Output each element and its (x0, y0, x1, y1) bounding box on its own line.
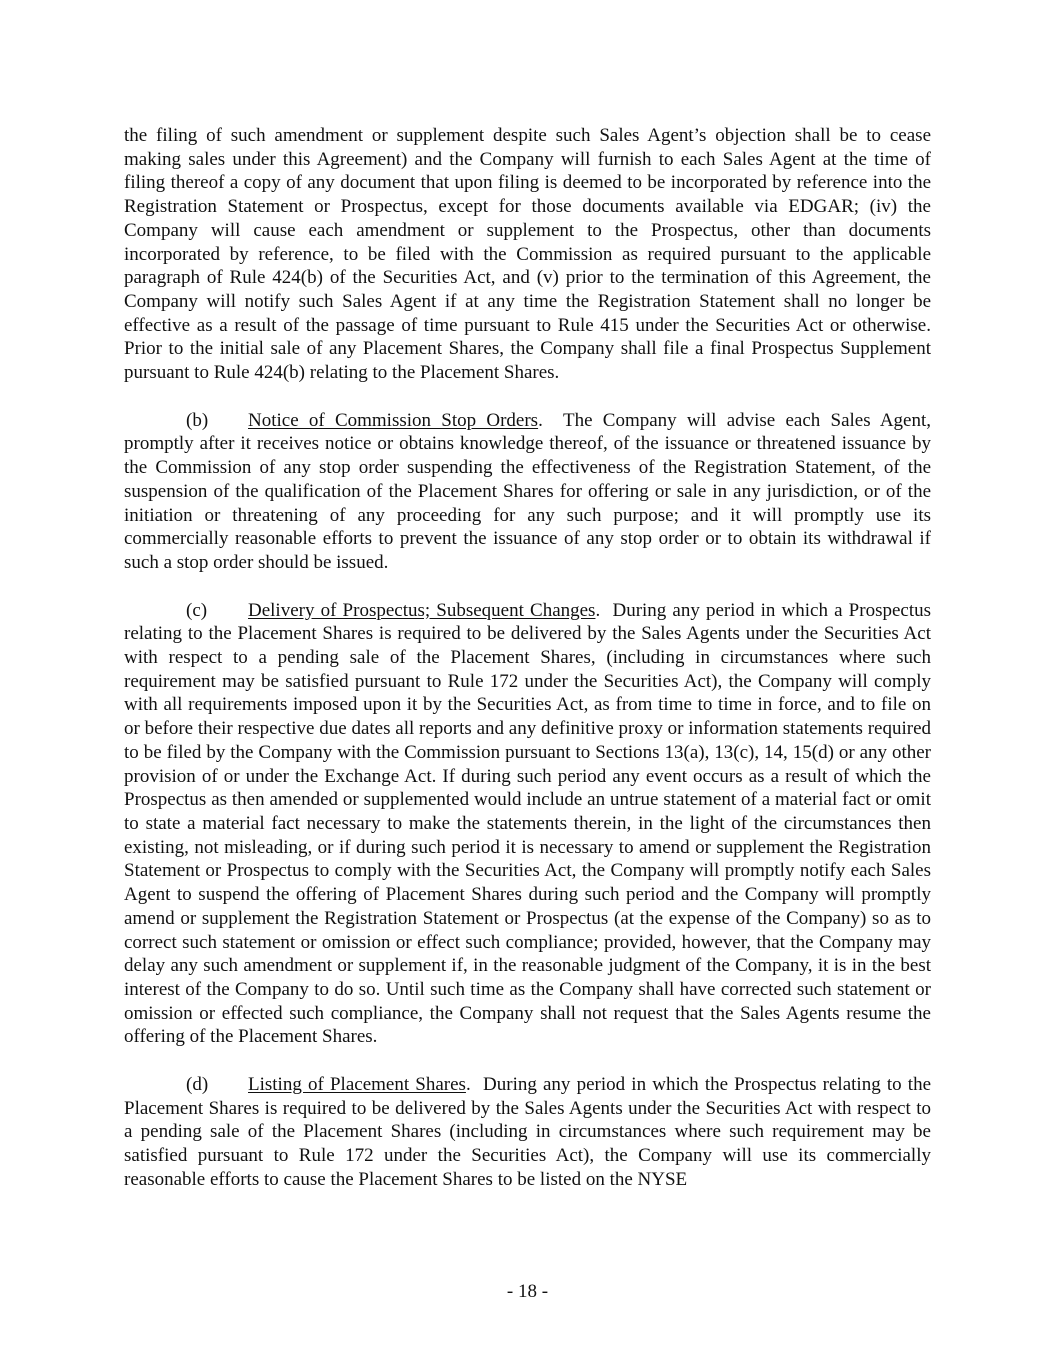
paragraph-body: During any period in which the Prospectus relating to the Placement Shares is required to be delivered by the Sales Agents under the Securities Act with respect to a pending sale of the Placement Shares (including in circumstances where such requirement may be satisfied pursuant to Rule 172 under the Securities Act), the Company will use its commercially reasonable efforts to cause the Placement Shares to be listed on the NYSE (124, 1074, 932, 1190)
paragraph-body: The Company will advise each Sales Agent, promptly after it receives notice or obtains knowledge thereof, of the issuance or threatened issuance by the Commission of any stop order suspending the effectiveness of the Registration Statement, of the suspension of the qualification of the Placement Shares for offering or sale in any jurisdiction, or of the initiation or threatening of any proceeding for any such purpose; and it will promptly use its commercially reasonable efforts to prevent the issuance of any stop order or to obtain its withdrawal if such a stop order should be issued. (124, 409, 931, 573)
paragraph-number: (b) (186, 409, 209, 431)
paragraph-heading: Notice of Commission Stop Orders (248, 409, 539, 431)
paragraph-c-delivery (124, 599, 931, 1049)
heading-punctuation: . (538, 409, 563, 431)
paragraph-heading: Listing of Placement Shares (248, 1074, 466, 1096)
paragraph-heading: Delivery of Prospectus; Subsequent Changes (248, 599, 596, 621)
heading-punctuation: . (595, 599, 613, 621)
paragraph-number: (c) (186, 599, 208, 621)
paragraph-number: (d) (186, 1074, 209, 1096)
paragraph-body: During any period in which a Prospectus relating to the Placement Shares is required to be delivered by the Sales Agents under the Securities Act with respect to a pending sale of the Placement Shares, (including in circumstances where such requirement may be satisfied pursuant to Rule 172 under the Securities Act), the Company will comply with all requirements imposed upon it by the Securities Act, as from time to time in force, and to file on or before their respective due dates all reports and any definitive proxy or information statements required to be filed by the Company with the Commission pursuant to Sections 13(a), 13(c), 14, 15(d) or any other provision of or under the Exchange Act. If during such period any event occurs as a result of which the Prospectus as then amended or supplemented would include an untrue statement of a material fact or omit to state a material fact necessary to make the statements therein, in the light of the circumstances then existing, not misleading, or if during such period it is necessary to amend or supplement the Registration Statement or Prospectus to comply with the Securities Act, the Company will promptly notify each Sales Agent to suspend the offering of Placement Shares during such period and the Company will promptly amend or supplement the Registration Statement or Prospectus (at the expense of the Company) so as to correct such statement or omission or effect such compliance; provided, however, that the Company may delay any such amendment or supplement if, in the reasonable judgment of the Company, it is in the best interest of the Company to do so. Until such time as the Company shall have corrected such statement or omission or effected such compliance, the Company shall not request that the Sales Agents resume the offering of the Placement Shares. (124, 599, 931, 1048)
page-number: - 18 - (506, 1281, 549, 1302)
paragraph-d-listing (124, 1073, 931, 1192)
heading-punctuation: . (465, 1074, 484, 1096)
paragraph-b-stop-orders (124, 409, 931, 575)
paragraph-body: the filing of such amendment or supplement despite such Sales Agent’s objection shall be to cease making sales under this Agreement) and the Company will furnish to each Sales Agent at the time of filing thereof a copy of any document that upon filing is deemed to be incorporated by reference into the Registration Statement or Prospectus, except for those documents available via EDGAR; (iv) the Company will cause each amendment or supplement to the Prospectus, other than documents incorporated by reference, to be filed with the Commission as required pursuant to the applicable paragraph of Rule 424(b) of the Securities Act, and (v) prior to the termination of this Agreement, the Company will notify such Sales Agent if at any time the Registration Statement shall no longer be effective as a result of the passage of time pursuant to Rule 415 under the Securities Act or otherwise. Prior to the initial sale of any Placement Shares, the Company shall file a final Prospectus Supplement pursuant to Rule 424(b) relating to the Placement Shares. (124, 125, 931, 384)
document-page (124, 124, 931, 1216)
paragraph-continuation (124, 124, 931, 385)
